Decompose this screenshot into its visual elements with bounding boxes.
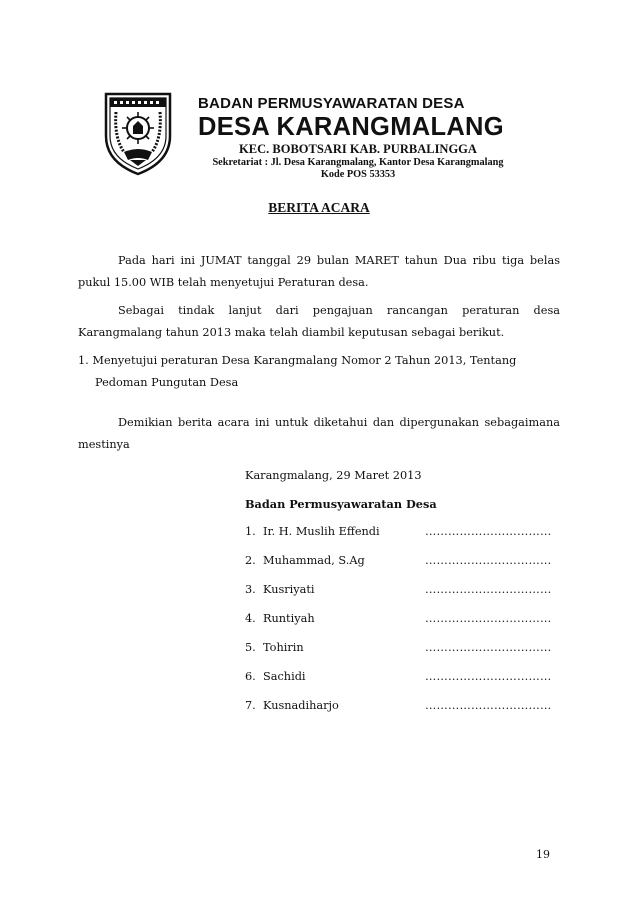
decision-item-text-line2: Pedoman Pungutan Desa: [95, 376, 239, 389]
decision-item-number: 1.: [78, 354, 89, 367]
letterhead-district: KEC. BOBOTSARI KAB. PURBALINGGA: [239, 142, 477, 156]
signature-organization: Badan Permusyawaratan Desa: [245, 497, 437, 511]
member-signature-line: ……………………………: [425, 583, 552, 596]
member-number: 6.: [245, 670, 256, 683]
member-name: Tohirin: [263, 641, 304, 654]
paragraph-closing: Demikian berita acara ini untuk diketahui dan dipergunakan sebagaimana mestinya: [78, 416, 560, 451]
member-number: 5.: [245, 641, 256, 654]
member-row: [245, 574, 565, 602]
regency-coat-of-arms-icon: [100, 90, 176, 176]
decision-item-text-line1: Menyetujui peraturan Desa Karangmalang Nomor 2 Tahun 2013, Tentang: [92, 354, 517, 367]
member-row: [245, 603, 565, 631]
paragraph-follow-up: Sebagai tindak lanjut dari pengajuan rancangan peraturan desa Karangmalang tahun 2013 maka telah diambil keputusan sebagai berikut.: [78, 304, 560, 339]
member-number: 4.: [245, 612, 256, 625]
member-name: Sachidi: [263, 670, 306, 683]
member-name: Ir. H. Muslih Effendi: [263, 525, 380, 538]
letterhead-village-name: DESA KARANGMALANG: [198, 113, 504, 141]
member-signature-line: ……………………………: [425, 612, 552, 625]
document-title: BERITA ACARA: [268, 200, 370, 215]
member-signature-line: ……………………………: [425, 525, 552, 538]
decision-item-1: [78, 350, 560, 394]
member-number: 2.: [245, 554, 256, 567]
letterhead-postal-code: Kode POS 53353: [320, 169, 396, 180]
member-signature-line: ……………………………: [425, 670, 552, 683]
member-number: 7.: [245, 699, 256, 712]
member-number: 1.: [245, 525, 256, 538]
paragraph-opening: Pada hari ini JUMAT tanggal 29 bulan MARET tahun Dua ribu tiga belas pukul 15.00 WIB telah menyetujui Peraturan desa.: [78, 254, 560, 289]
member-name: Runtiyah: [263, 612, 315, 625]
member-name: Kusriyati: [263, 583, 315, 596]
member-row: [245, 661, 565, 689]
letterhead-org-name: BADAN PERMUSYAWARATAN DESA: [198, 95, 465, 112]
member-signature-line: ……………………………: [425, 554, 552, 567]
letterhead-address: Sekretariat : Jl. Desa Karangmalang, Kantor Desa Karangmalang: [212, 157, 504, 168]
member-row: [245, 516, 565, 544]
page-number: 19: [536, 848, 550, 861]
signature-place-date: Karangmalang, 29 Maret 2013: [245, 469, 422, 482]
member-row: [245, 690, 565, 718]
member-signature-line: ……………………………: [425, 641, 552, 654]
member-row: [245, 545, 565, 573]
member-number: 3.: [245, 583, 256, 596]
member-name: Kusnadiharjo: [263, 699, 339, 712]
signature-block: [245, 465, 565, 718]
member-signature-line: ……………………………: [425, 699, 552, 712]
member-row: [245, 632, 565, 660]
member-name: Muhammad, S.Ag: [263, 554, 365, 567]
